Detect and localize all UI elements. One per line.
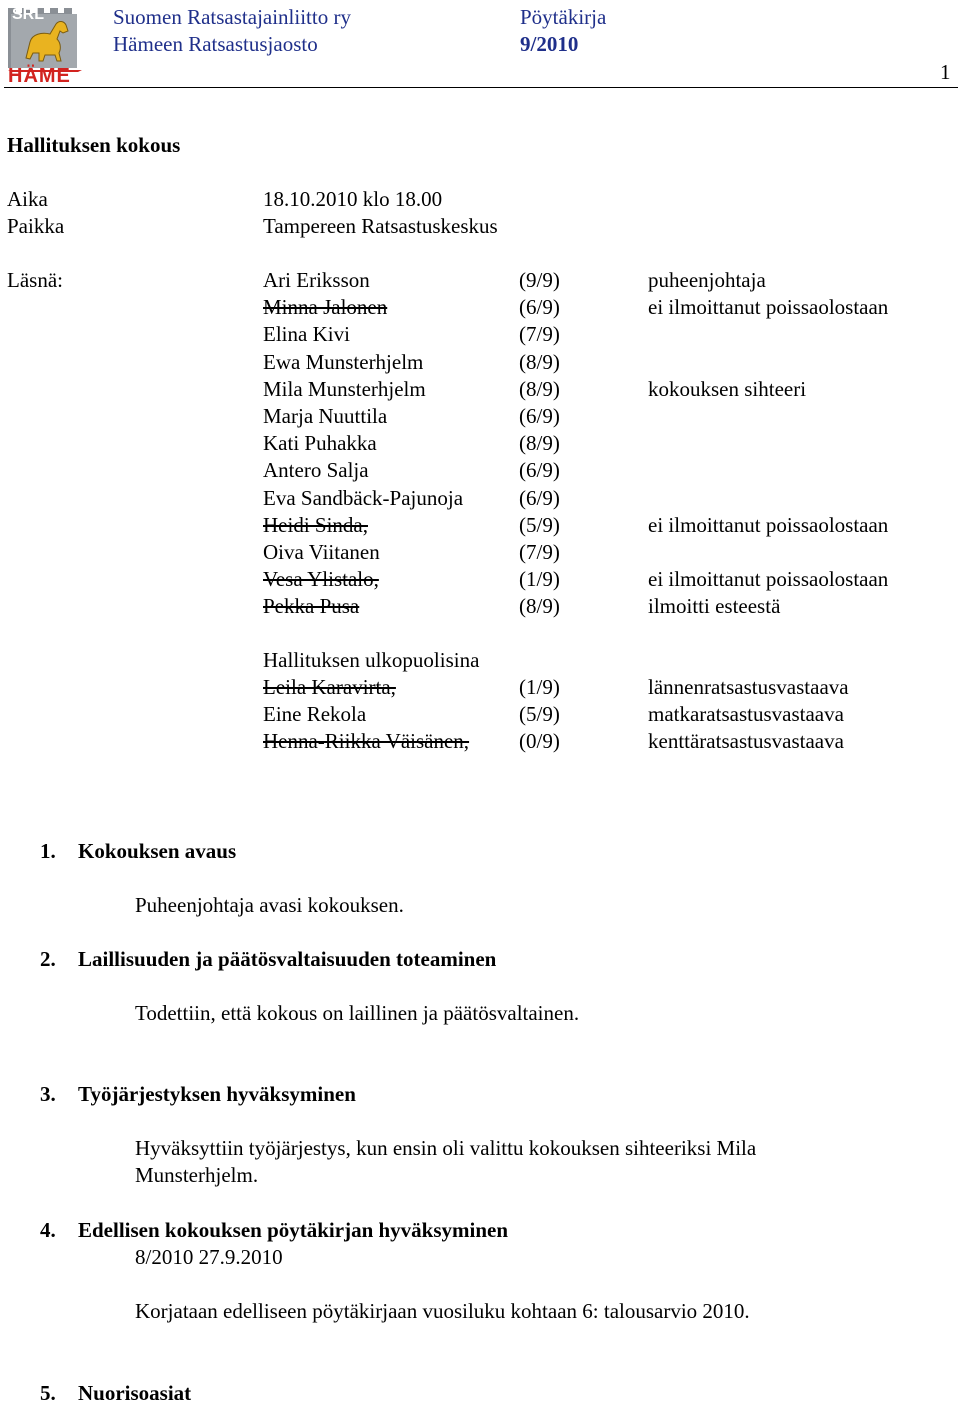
attendance-count: (5/9) — [519, 512, 560, 537]
meeting-title: Hallituksen kokous — [7, 133, 181, 157]
org-section: Hämeen Ratsastusjaosto — [113, 32, 318, 56]
place-label: Paikka — [7, 214, 65, 238]
attendee-name: Mila Munsterhjelm — [263, 376, 426, 401]
attendance-count: (7/9) — [519, 322, 560, 347]
attendee-role: ei ilmoittanut poissaolostaan — [648, 567, 889, 592]
section-title: Nuorisoasiat — [78, 1381, 192, 1405]
section-title: Edellisen kokouksen pöytäkirjan hyväksyminen — [78, 1218, 509, 1242]
logo-top-text: SRL — [12, 6, 44, 23]
attendance-count: (6/9) — [519, 404, 560, 428]
attendee-name: Pekka Pusa — [263, 594, 360, 619]
org-name: Suomen Ratsastajainliitto ry — [113, 5, 351, 29]
section-body: Hyväksyttiin työjärjestys, kun ensin oli valittu kokouksen sihteeriksi Mila — [135, 1136, 757, 1160]
attendee-role: puheenjohtaja — [648, 268, 766, 292]
attendee-row — [263, 267, 953, 294]
attendee-name: Ewa Munsterhjelm — [263, 349, 424, 374]
attendee-name: Antero Salja — [263, 458, 369, 483]
attendee-row — [263, 349, 953, 376]
attendee-row — [263, 403, 953, 430]
attendee-name: Eine Rekola — [263, 702, 367, 727]
attendee-name: Ari Eriksson — [263, 268, 370, 292]
attendance-count: (1/9) — [519, 675, 560, 699]
attendee-role: ilmoitti esteestä — [648, 594, 781, 619]
attendee-name: Oiva Viitanen — [263, 540, 380, 564]
attendee-row — [263, 294, 953, 321]
attendee-name: Marja Nuuttila — [263, 404, 388, 428]
attendee-row — [263, 430, 953, 457]
attendee-role: kokouksen sihteeri — [648, 376, 807, 401]
attendee-row — [263, 539, 953, 566]
attendee-name: Vesa Ylistalo, — [263, 567, 379, 592]
section-title: Kokouksen avaus — [78, 839, 237, 863]
section-number: 3. — [40, 1082, 56, 1106]
section-number: 2. — [40, 947, 56, 971]
attendee-name: Heidi Sinda, — [263, 512, 368, 537]
attendee-role: kenttäratsastusvastaava — [648, 729, 844, 754]
attendee-name: Henna-Riikka Väisänen, — [263, 729, 470, 754]
attendee-name: Leila Karavirta, — [263, 675, 396, 699]
outside-label: Hallituksen ulkopuolisina — [263, 648, 480, 672]
section-body: Todettiin, että kokous on laillinen ja päätösvaltainen. — [135, 1001, 580, 1025]
section-number: 1. — [40, 839, 56, 863]
page-number: 1 — [940, 60, 951, 84]
time-value: 18.10.2010 klo 18.00 — [263, 187, 443, 211]
attendance-count: (8/9) — [519, 349, 560, 374]
attendance-count: (7/9) — [519, 540, 560, 564]
section-body: Munsterhjelm. — [135, 1163, 259, 1187]
place-value: Tampereen Ratsastuskeskus — [263, 214, 498, 238]
section-number: 5. — [40, 1381, 56, 1405]
attendance-count: (5/9) — [519, 702, 560, 727]
attendee-name: Kati Puhakka — [263, 431, 377, 456]
attendee-row — [263, 376, 953, 403]
section-title: Laillisuuden ja päätösvaltaisuuden toteaminen — [78, 947, 497, 971]
attendance-count: (1/9) — [519, 567, 560, 592]
attendance-count: (6/9) — [519, 485, 560, 510]
attendee-role: ei ilmoittanut poissaolostaan — [648, 512, 889, 537]
attendee-row — [263, 593, 953, 620]
attendee-name: Elina Kivi — [263, 322, 350, 347]
header-divider — [4, 87, 958, 88]
srl-hame-logo — [6, 2, 84, 88]
present-label: Läsnä: — [7, 268, 63, 292]
attendee-row — [263, 674, 953, 701]
section-body: Puheenjohtaja avasi kokouksen. — [135, 893, 404, 917]
attendee-name: Eva Sandbäck-Pajunoja — [263, 485, 464, 510]
section-body: Korjataan edelliseen pöytäkirjaan vuosiluku kohtaan 6: talousarvio 2010. — [135, 1299, 750, 1323]
attendee-role: ei ilmoittanut poissaolostaan — [648, 295, 889, 320]
attendee-name: Minna Jalonen — [263, 295, 388, 320]
attendance-count: (6/9) — [519, 295, 560, 320]
time-label: Aika — [7, 187, 48, 211]
attendance-count: (8/9) — [519, 376, 560, 401]
attendee-row — [263, 321, 953, 348]
attendee-row — [263, 728, 953, 755]
attendance-count: (6/9) — [519, 458, 560, 483]
attendee-row — [263, 512, 953, 539]
attendee-row — [263, 485, 953, 512]
attendee-row — [263, 566, 953, 593]
attendance-count: (9/9) — [519, 268, 560, 292]
attendance-count: (0/9) — [519, 729, 560, 754]
doc-type: Pöytäkirja — [520, 5, 607, 29]
doc-number: 9/2010 — [520, 32, 579, 56]
attendee-row — [263, 701, 953, 728]
attendance-count: (8/9) — [519, 594, 560, 619]
section-title: Työjärjestyksen hyväksyminen — [78, 1082, 356, 1106]
logo-bottom-text: HÄME — [8, 65, 71, 87]
attendee-row — [263, 457, 953, 484]
attendee-role: lännenratsastusvastaava — [648, 675, 849, 699]
attendance-count: (8/9) — [519, 431, 560, 456]
section-body: 8/2010 27.9.2010 — [135, 1245, 283, 1269]
attendee-role: matkaratsastusvastaava — [648, 702, 844, 727]
section-number: 4. — [40, 1218, 56, 1242]
